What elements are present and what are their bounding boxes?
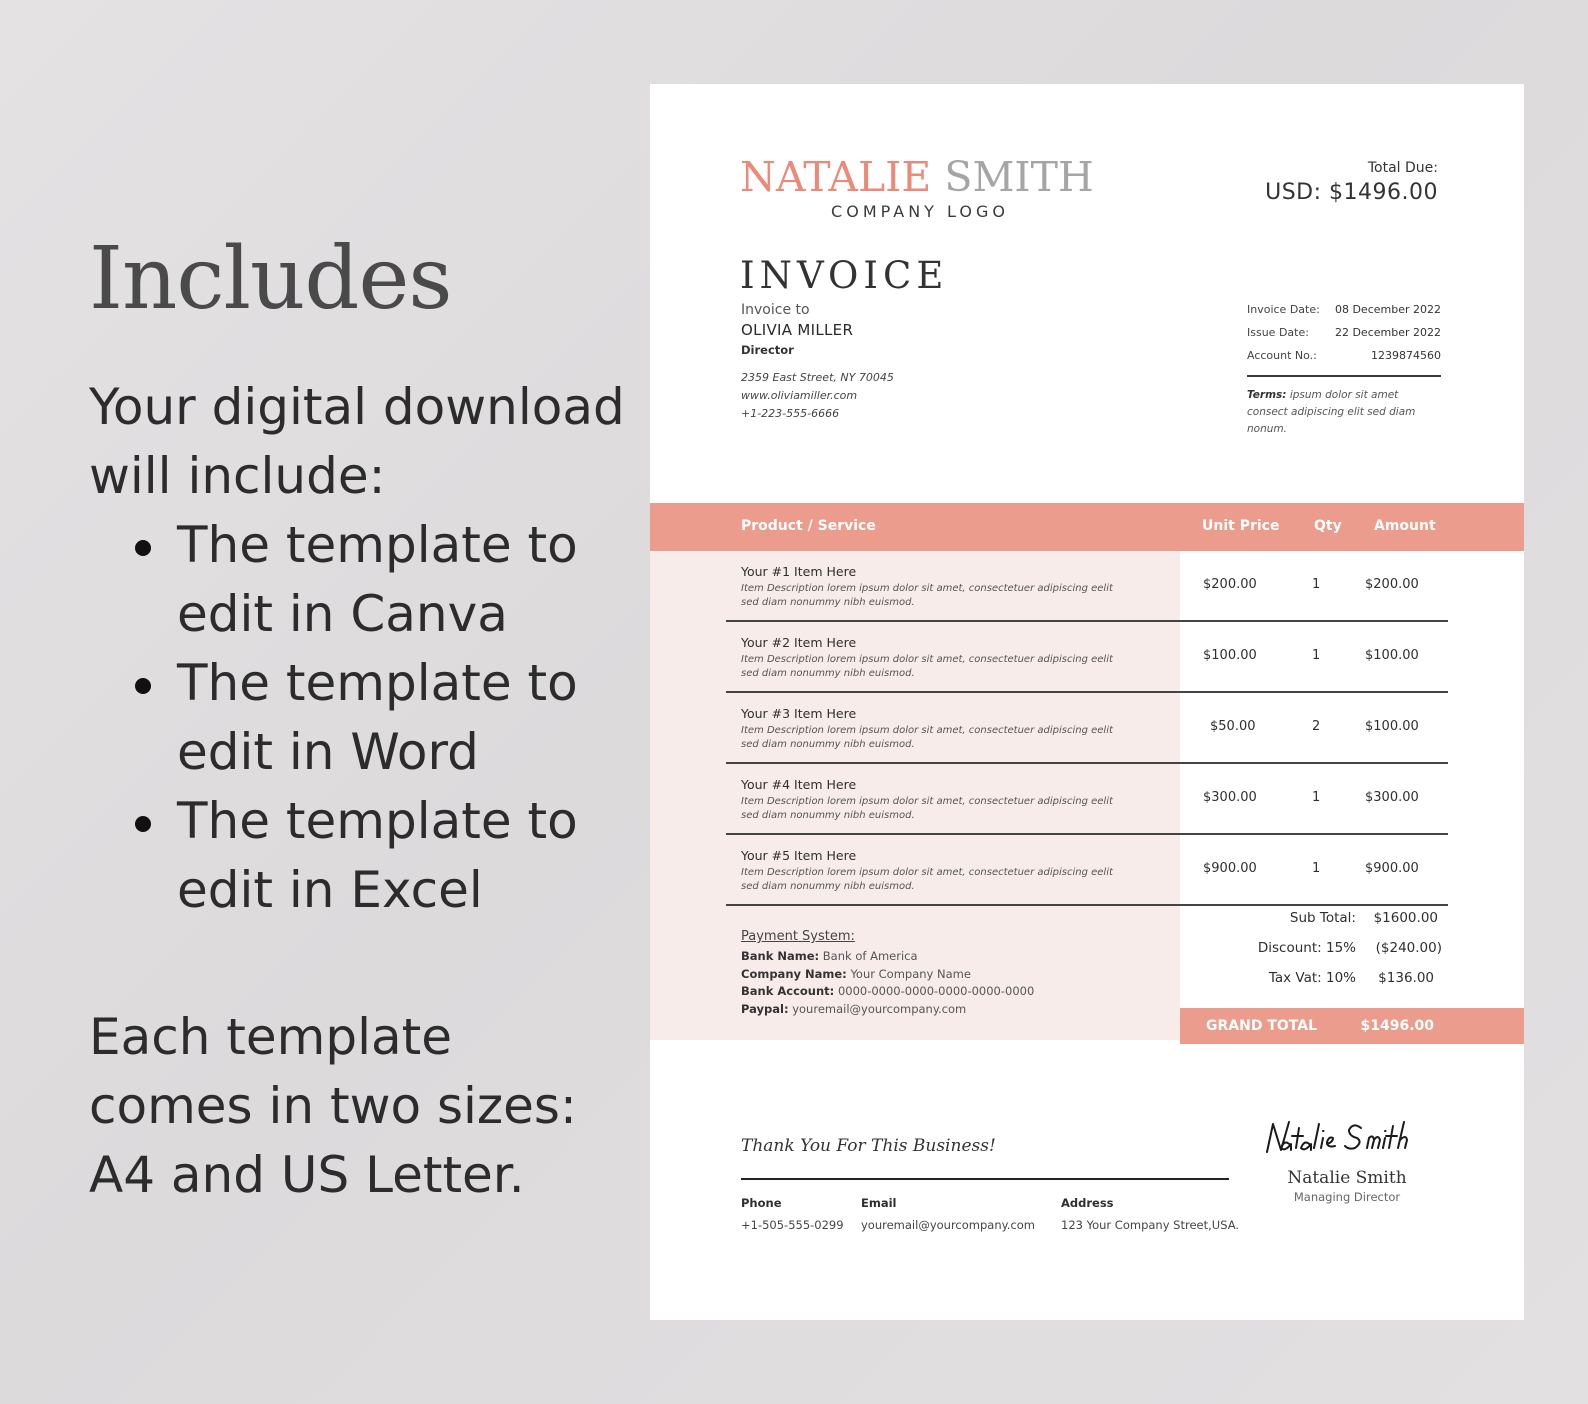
subtotal-label: Sub Total: (1289, 910, 1356, 926)
payment-title: Payment System: (741, 929, 855, 944)
promo-list-item (135, 787, 629, 925)
meta-label: Invoice Date: (1247, 303, 1320, 316)
terms-text (1247, 387, 1441, 438)
invoice-meta (1247, 298, 1441, 438)
item-description: Item Description lorem ipsum dolor sit amet, consectetuer adipiscing eelit sed diam nonummy nibh euismod. (741, 583, 1113, 608)
thank-you-note: Thank You For This Business! (741, 1136, 996, 1156)
table-row (726, 551, 1448, 622)
promo-heading: Includes (89, 229, 452, 329)
item-name: Your #4 Item Here (741, 777, 857, 792)
tax-row (1180, 964, 1524, 994)
meta-row-invoice-date (1247, 298, 1441, 321)
item-unit-price: $300.00 (1203, 790, 1257, 805)
signer-name: Natalie Smith (1287, 1168, 1407, 1188)
discount-label: Discount: 15% (1257, 940, 1356, 956)
item-unit-price: $100.00 (1203, 648, 1257, 663)
item-description: Item Description lorem ipsum dolor sit amet, consectetuer adipiscing eelit sed diam nonummy nibh euismod. (741, 725, 1113, 750)
logo-first-name: NATALIE (740, 153, 932, 201)
signature-block (1250, 1116, 1444, 1204)
promo-intro: Your digital download will include: (89, 378, 625, 506)
subtotal-value: $1600.00 (1373, 910, 1438, 926)
invoice-sheet (650, 84, 1524, 1320)
payment-system (741, 929, 1161, 1018)
payment-company: Company Name: Your Company Name (741, 966, 971, 981)
invoice-title: INVOICE (740, 254, 949, 297)
bill-to-block (741, 302, 1041, 420)
grand-total-label: GRAND TOTAL (1206, 1018, 1317, 1034)
total-due-label: Total Due: (1367, 160, 1438, 176)
item-name: Your #2 Item Here (741, 635, 857, 650)
bill-to-label: Invoice to (741, 302, 810, 318)
promo-panel (89, 228, 629, 1210)
contact-phone (741, 1196, 844, 1232)
grand-total-value: $1496.00 (1360, 1018, 1434, 1034)
total-due (1265, 160, 1438, 205)
col-product: Product / Service (741, 518, 876, 534)
item-amount: $300.00 (1365, 790, 1419, 805)
item-unit-price: $900.00 (1203, 861, 1257, 876)
item-description: Item Description lorem ipsum dolor sit amet, consectetuer adipiscing eelit sed diam nonummy nibh euismod. (741, 796, 1113, 821)
contact-email-value: youremail@yourcompany.com (861, 1218, 1036, 1232)
item-qty: 1 (1312, 648, 1321, 663)
client-title: Director (741, 343, 794, 357)
promo-list-item (135, 649, 629, 787)
client-website: www.oliviamiller.com (741, 389, 858, 402)
table-row (726, 835, 1448, 906)
subtotal-row (1180, 904, 1524, 934)
meta-label: Account No.: (1247, 349, 1317, 362)
bullet-icon (135, 816, 151, 832)
promo-sizes: Each template comes in two sizes: A4 and US Letter. (89, 1008, 577, 1205)
item-unit-price: $50.00 (1210, 719, 1256, 734)
item-qty: 2 (1312, 719, 1321, 734)
bullet-icon (135, 678, 151, 694)
payment-paypal: Paypal: youremail@yourcompany.com (741, 1001, 967, 1016)
footer-divider (741, 1178, 1229, 1180)
contact-address-value: 123 Your Company Street,USA. (1061, 1218, 1240, 1232)
contact-phone-label: Phone (741, 1196, 782, 1210)
item-description: Item Description lorem ipsum dolor sit amet, consectetuer adipiscing eelit sed diam nonummy nibh euismod. (741, 654, 1113, 679)
discount-value: ($240.00) (1375, 940, 1442, 956)
meta-value: 08 December 2022 (1334, 303, 1441, 316)
item-amount: $100.00 (1365, 648, 1419, 663)
col-unit-price: Unit Price (1202, 518, 1280, 534)
contact-email (861, 1196, 1035, 1232)
meta-value: 22 December 2022 (1334, 326, 1441, 339)
item-amount: $900.00 (1365, 861, 1419, 876)
client-name: OLIVIA MILLER (741, 321, 854, 339)
total-due-value: USD: $1496.00 (1265, 180, 1438, 205)
contact-phone-value: +1-505-555-0299 (741, 1218, 844, 1232)
grand-total-bar (1180, 1008, 1524, 1044)
item-amount: $200.00 (1365, 577, 1419, 592)
totals-block (1180, 904, 1524, 994)
meta-value: 1239874560 (1371, 349, 1441, 362)
client-address: 2359 East Street, NY 70045 (741, 371, 894, 384)
logo-last-name: SMITH (944, 153, 1094, 201)
promo-list (135, 511, 629, 925)
contact-email-label: Email (861, 1196, 897, 1210)
terms-body: ipsum dolor sit amet consect adipiscing elit sed diam nonum. (1247, 389, 1416, 435)
payment-bank: Bank Name: Bank of America (741, 949, 918, 963)
item-unit-price: $200.00 (1203, 577, 1257, 592)
contact-address-label: Address (1061, 1196, 1114, 1210)
bullet-icon (135, 540, 151, 556)
col-amount: Amount (1374, 518, 1436, 534)
signer-role: Managing Director (1293, 1190, 1401, 1204)
item-name: Your #3 Item Here (741, 706, 857, 721)
tax-value: $136.00 (1378, 970, 1434, 986)
item-description: Item Description lorem ipsum dolor sit amet, consectetuer adipiscing eelit sed diam nonummy nibh euismod. (741, 867, 1113, 892)
contact-address (1061, 1196, 1239, 1232)
promo-item-text: The template to edit in Canva (177, 516, 578, 644)
meta-row-issue-date (1247, 321, 1441, 344)
discount-row (1180, 934, 1524, 964)
tax-label: Tax Vat: 10% (1268, 970, 1356, 986)
terms-label: Terms: (1247, 389, 1287, 401)
item-amount: $100.00 (1365, 719, 1419, 734)
client-phone: +1-223-555-6666 (741, 407, 840, 420)
promo-item-text: The template to edit in Excel (177, 792, 578, 920)
table-row (726, 693, 1448, 764)
meta-divider (1247, 375, 1441, 377)
item-name: Your #1 Item Here (741, 564, 857, 579)
promo-list-item (135, 511, 629, 649)
item-qty: 1 (1312, 577, 1321, 592)
payment-account: Bank Account: 0000-0000-0000-0000-0000-0000 (741, 984, 1035, 998)
signature-image (1259, 1116, 1435, 1160)
item-name: Your #5 Item Here (741, 848, 857, 863)
company-logo (740, 154, 1100, 221)
logo-subtitle: COMPANY LOGO (831, 202, 1009, 221)
meta-label: Issue Date: (1247, 326, 1309, 339)
meta-row-account-no (1247, 344, 1441, 367)
promo-item-text: The template to edit in Word (177, 654, 578, 782)
table-row (726, 764, 1448, 835)
item-qty: 1 (1312, 790, 1321, 805)
col-qty: Qty (1314, 518, 1342, 534)
items-table-header (650, 503, 1524, 551)
table-row (726, 622, 1448, 693)
item-qty: 1 (1312, 861, 1321, 876)
